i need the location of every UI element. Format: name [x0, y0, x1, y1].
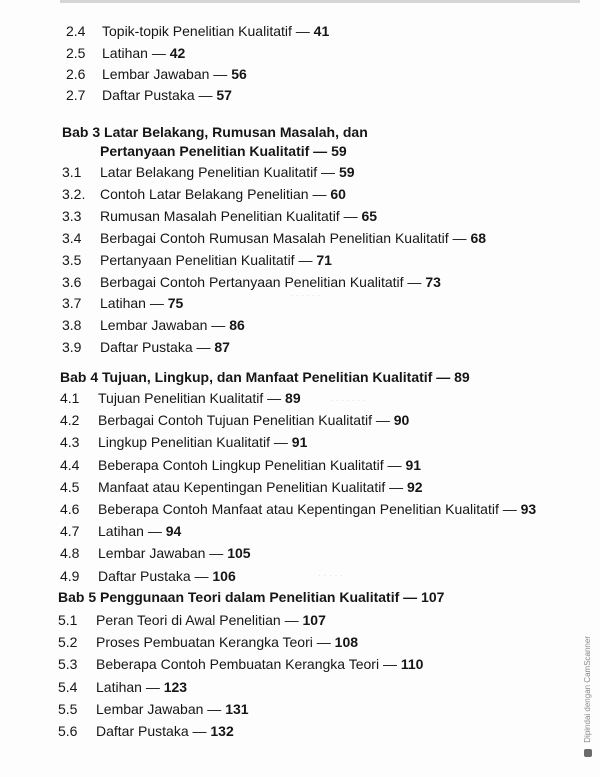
page-number: 57 — [216, 87, 232, 103]
separator: — — [141, 679, 164, 695]
entry-title-group — [98, 389, 301, 407]
entry-title: Lembar Jawaban — [102, 66, 210, 82]
chapter-heading — [58, 588, 444, 606]
entry-title-group — [98, 544, 251, 562]
page-number: 131 — [225, 701, 249, 717]
separator: — — [280, 612, 303, 628]
toc-entry — [60, 522, 560, 540]
chapter-heading — [60, 368, 470, 386]
bleed-through: · · · · · — [318, 570, 343, 580]
separator: — — [203, 701, 226, 717]
toc-entry — [62, 229, 560, 247]
entry-title-group — [98, 522, 181, 540]
entry-title-group — [100, 229, 486, 247]
entry-title-group — [102, 65, 247, 83]
separator: — — [403, 274, 426, 290]
section-number: 2.7 — [66, 87, 86, 103]
page-number: 89 — [454, 369, 470, 385]
entry-title-group — [98, 456, 421, 474]
chapter-heading-continued — [100, 142, 347, 160]
section-number: 3.7 — [62, 295, 82, 311]
chapter-heading-text: Pertanyaan Penelitian Kualitatif — [100, 143, 310, 159]
section-number: 3.6 — [62, 274, 82, 290]
toc-entry — [62, 273, 560, 291]
page-number: 91 — [291, 434, 308, 450]
page-number: 93 — [520, 501, 537, 517]
entry-title-group — [98, 411, 409, 429]
entry-title-group — [96, 678, 187, 696]
separator: — — [379, 656, 401, 672]
toc-entry — [60, 389, 560, 407]
chapter-heading-text: Bab 5 Penggunaan Teori dalam Penelitian Kualitatif — [58, 589, 400, 605]
separator: — — [263, 390, 286, 406]
entry-title: Latihan — [96, 679, 142, 695]
entry-title: Lingkup Penelitian Kualitatif — [98, 434, 271, 450]
entry-title-group — [98, 500, 536, 518]
page-number: 105 — [227, 545, 251, 561]
page-number: 68 — [470, 230, 487, 246]
page-number: 59 — [331, 143, 347, 159]
section-number: 5.1 — [58, 612, 78, 628]
separator: — — [209, 66, 232, 82]
page-number: 90 — [393, 412, 410, 428]
entry-title-group — [100, 185, 346, 203]
page-number: 106 — [212, 568, 236, 584]
entry-title-group — [102, 86, 232, 104]
entry-title: Latihan — [102, 45, 148, 61]
section-number: 4.7 — [60, 523, 80, 539]
separator: — — [291, 23, 314, 39]
entry-title-group — [96, 722, 234, 740]
entry-title-group — [96, 700, 249, 718]
entry-title: Latar Belakang Penelitian Kualitatif — [100, 164, 318, 180]
toc-entry — [62, 185, 560, 203]
separator: — — [312, 634, 335, 650]
separator: — — [317, 164, 339, 180]
toc-entry — [58, 700, 560, 718]
entry-title-group — [96, 611, 326, 629]
entry-title: Beberapa Contoh Pembuatan Kerangka Teori — [96, 656, 380, 672]
watermark-text: Dipindai dengan CamScanner — [583, 636, 592, 743]
section-number: 5.4 — [58, 679, 78, 695]
entry-title-group — [96, 633, 358, 651]
page-number: 108 — [334, 634, 359, 650]
scanner-watermark — [583, 636, 597, 757]
page-number: 107 — [302, 612, 326, 628]
page-number: 110 — [400, 656, 424, 672]
entry-title-group — [100, 338, 230, 356]
toc-entry — [60, 478, 560, 496]
toc-entry — [60, 567, 560, 585]
chapter-heading-text: Bab 3 Latar Belakang, Rumusan Masalah, dan — [62, 124, 368, 140]
entry-title-group — [96, 655, 423, 673]
section-number: 3.9 — [62, 339, 82, 355]
entry-title: Berbagai Contoh Pertanyaan Penelitian Kualitatif — [100, 274, 404, 290]
section-number: 5.3 — [58, 656, 78, 672]
separator: — — [308, 186, 331, 202]
page-number: 87 — [214, 339, 230, 355]
entry-title: Pertanyaan Penelitian Kualitatif — [100, 252, 295, 268]
entry-title: Manfaat atau Kepentingan Penelitian Kualitatif — [98, 479, 386, 495]
entry-title-group — [102, 44, 185, 62]
entry-title: Daftar Pustaka — [102, 87, 195, 103]
page-number: 107 — [421, 589, 445, 605]
separator: — — [188, 723, 211, 739]
page-number: 59 — [338, 164, 355, 180]
toc-entry — [66, 86, 560, 104]
separator: — — [207, 317, 230, 333]
toc-entry — [62, 316, 560, 334]
section-number: 5.5 — [58, 701, 78, 717]
separator: — — [498, 501, 521, 517]
entry-title: Latihan — [100, 295, 146, 311]
page-number: 132 — [210, 723, 234, 739]
section-number: 4.9 — [60, 568, 80, 584]
toc-entry — [58, 611, 560, 629]
separator: — — [448, 230, 471, 246]
separator: — — [192, 339, 215, 355]
section-number: 3.3 — [62, 208, 82, 224]
separator: — — [399, 589, 422, 605]
page-number: 123 — [163, 679, 188, 695]
page-number: 73 — [425, 274, 441, 290]
separator: — — [385, 479, 407, 495]
separator: — — [145, 295, 168, 311]
entry-title: Berbagai Contoh Rumusan Masalah Penelitian Kualitatif — [100, 230, 449, 246]
toc-entry — [62, 207, 560, 225]
separator: — — [339, 208, 362, 224]
entry-title: Lembar Jawaban — [96, 701, 204, 717]
page-number: 86 — [229, 317, 245, 333]
entry-title: Lembar Jawaban — [98, 545, 206, 561]
section-number: 3.4 — [62, 230, 82, 246]
toc-entry — [66, 22, 560, 40]
entry-title: Tujuan Penelitian Kualitatif — [98, 390, 264, 406]
entry-title: Contoh Latar Belakang Penelitian — [100, 186, 309, 202]
entry-title-group — [98, 433, 307, 451]
section-number: 5.6 — [58, 723, 78, 739]
chapter-heading — [62, 123, 368, 141]
toc-entry — [62, 163, 560, 181]
page-number: 92 — [407, 479, 423, 495]
entry-title-group — [98, 478, 423, 496]
section-number: 4.2 — [60, 412, 80, 428]
toc-entry — [62, 294, 560, 312]
separator: — — [190, 568, 213, 584]
section-number: 2.5 — [66, 45, 86, 61]
toc-entry — [58, 655, 560, 673]
page-number: 89 — [285, 390, 301, 406]
section-number: 3.5 — [62, 252, 82, 268]
page-number: 42 — [169, 45, 186, 61]
toc-entry — [66, 44, 560, 62]
bleed-through: · · · · · · — [290, 290, 321, 300]
entry-title: Beberapa Contoh Manfaat atau Kepentingan Penelitian Kualitatif — [98, 501, 499, 517]
section-number: 3.1 — [62, 164, 82, 180]
entry-title: Lembar Jawaban — [100, 317, 208, 333]
section-number: 3.2. — [62, 186, 86, 202]
toc-entry — [60, 500, 560, 518]
page-number: 71 — [316, 252, 332, 268]
entry-title: Daftar Pustaka — [98, 568, 191, 584]
bleed-through: · · · · · · · — [330, 395, 366, 405]
page-number: 75 — [167, 295, 184, 311]
entry-title-group — [100, 294, 183, 312]
toc-entry — [62, 251, 560, 269]
entry-title: Daftar Pustaka — [100, 339, 193, 355]
toc-entry — [60, 456, 560, 474]
separator: — — [143, 523, 166, 539]
section-number: 3.8 — [62, 317, 82, 333]
entry-title: Proses Pembuatan Kerangka Teori — [96, 634, 313, 650]
entry-title: Latihan — [98, 523, 144, 539]
separator: — — [371, 412, 394, 428]
section-number: 4.4 — [60, 457, 80, 473]
page-number: 41 — [313, 23, 330, 39]
toc-entry — [60, 433, 560, 451]
section-number: 2.6 — [66, 66, 86, 82]
separator: — — [432, 369, 455, 385]
section-number: 4.3 — [60, 434, 80, 450]
entry-title-group — [100, 163, 355, 181]
entry-title-group — [102, 22, 329, 40]
section-number: 4.8 — [60, 545, 80, 561]
entry-title: Rumusan Masalah Penelitian Kualitatif — [100, 208, 340, 224]
entry-title: Berbagai Contoh Tujuan Penelitian Kualitatif — [98, 412, 372, 428]
entry-title-group — [100, 251, 332, 269]
entry-title: Peran Teori di Awal Penelitian — [96, 612, 281, 628]
entry-title-group — [100, 207, 377, 225]
section-number: 4.1 — [60, 390, 80, 406]
section-number: 4.5 — [60, 479, 80, 495]
toc-entry — [58, 722, 560, 740]
separator: — — [309, 143, 332, 159]
chapter-heading-text: Bab 4 Tujuan, Lingkup, dan Manfaat Penelitian Kualitatif — [60, 369, 433, 385]
entry-title-group — [100, 316, 245, 334]
toc-entry — [60, 544, 560, 562]
page-top-edge — [60, 0, 580, 3]
section-number: 5.2 — [58, 634, 78, 650]
entry-title: Beberapa Contoh Lingkup Penelitian Kualitatif — [98, 457, 384, 473]
toc-entry — [62, 338, 560, 356]
page-number: 65 — [361, 208, 378, 224]
separator: — — [205, 545, 228, 561]
entry-title-group — [98, 567, 236, 585]
toc-entry — [60, 411, 560, 429]
page-number: 56 — [231, 66, 247, 82]
toc-entry — [58, 633, 560, 651]
separator: — — [270, 434, 292, 450]
separator: — — [194, 87, 217, 103]
separator: — — [147, 45, 170, 61]
camscanner-logo-icon — [584, 749, 592, 757]
entry-title-group — [100, 273, 441, 291]
separator: — — [294, 252, 317, 268]
entry-title: Daftar Pustaka — [96, 723, 189, 739]
page-number: 91 — [405, 457, 422, 473]
page-number: 94 — [165, 523, 182, 539]
page-number: 60 — [330, 186, 346, 202]
toc-entry — [58, 678, 560, 696]
toc-entry — [66, 65, 560, 83]
entry-title: Topik-topik Penelitian Kualitatif — [102, 23, 292, 39]
separator: — — [383, 457, 406, 473]
section-number: 2.4 — [66, 23, 86, 39]
section-number: 4.6 — [60, 501, 80, 517]
